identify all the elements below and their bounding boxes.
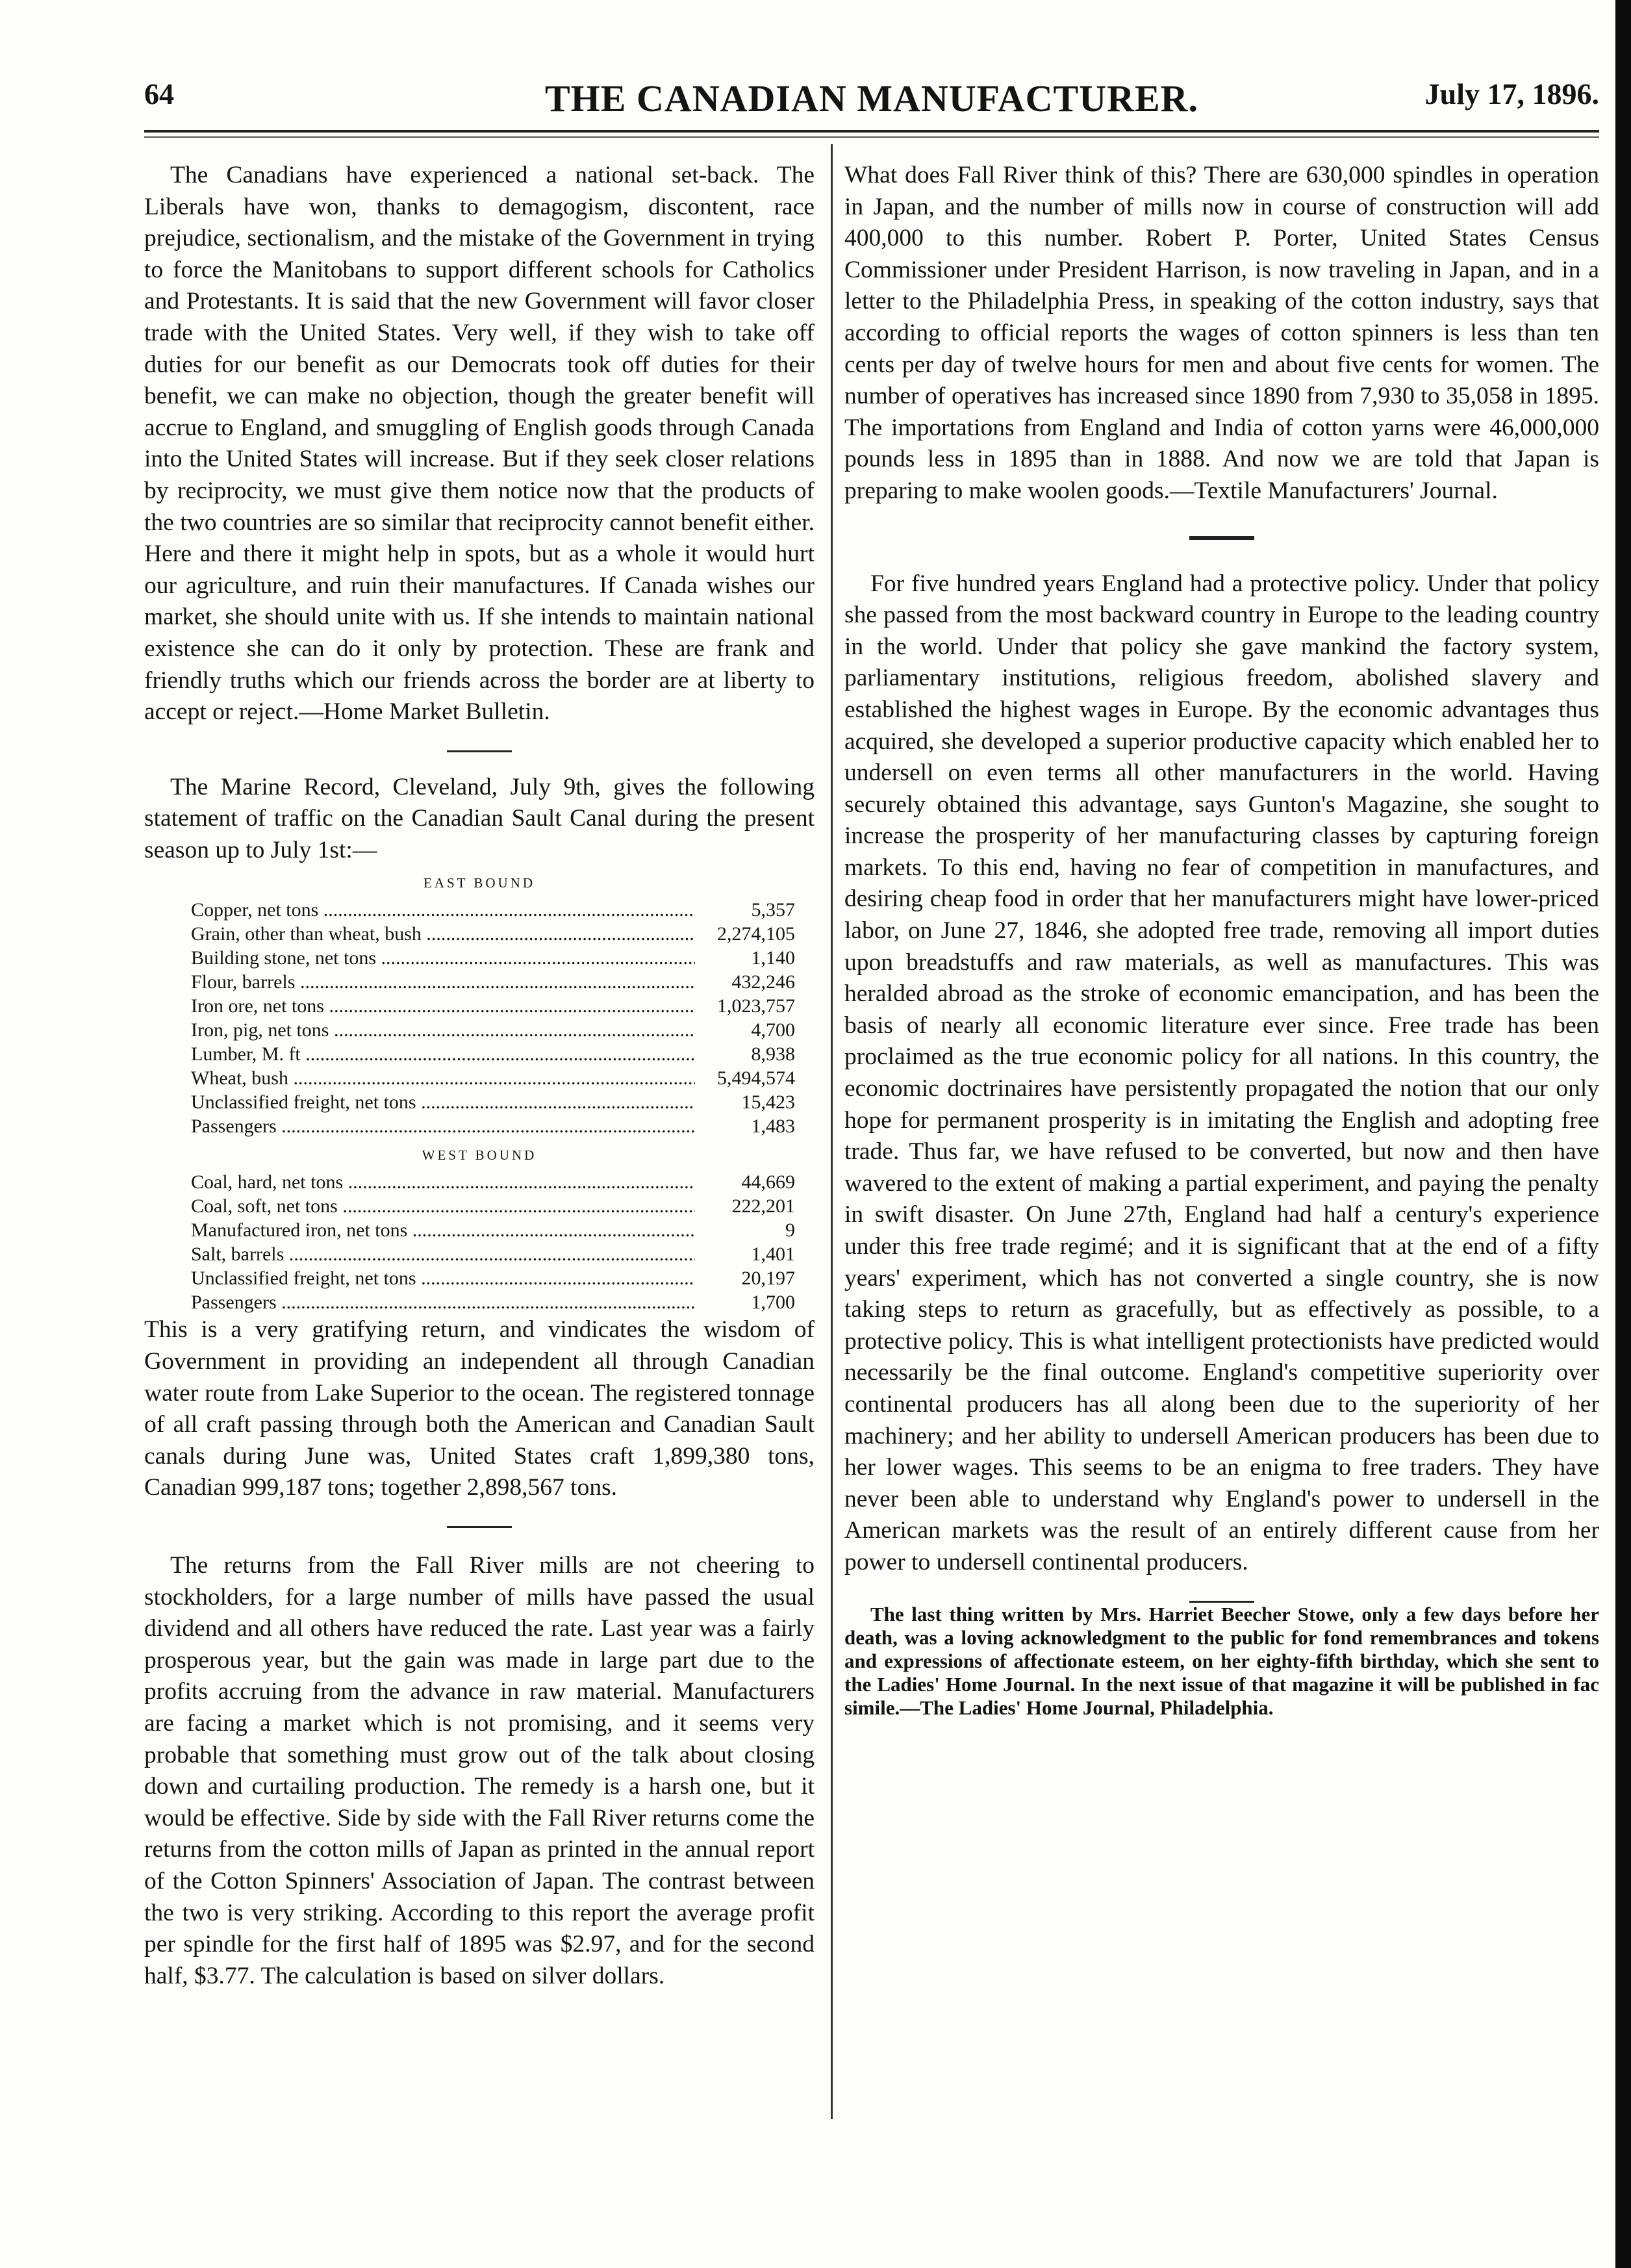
header-rule-thin bbox=[144, 136, 1599, 138]
traffic-item-label: Lumber, M. ft ..... bbox=[191, 1042, 695, 1066]
article-sault-canal-intro: The Marine Record, Cleveland, July 9th, gives the following statement of traffic on the Canadian Sault Canal during the present season up to July 1st:— bbox=[144, 773, 815, 863]
column-divider bbox=[831, 144, 833, 2119]
page-header bbox=[144, 77, 1599, 129]
traffic-item-value: 8,938 bbox=[751, 1043, 795, 1065]
traffic-item-label: Wheat, bush ..... bbox=[191, 1066, 695, 1090]
header-rule bbox=[144, 130, 1599, 133]
traffic-item-label: Coal, hard, net tons ..... bbox=[191, 1170, 695, 1194]
traffic-row bbox=[144, 1090, 815, 1114]
traffic-row bbox=[144, 1170, 815, 1194]
article-japan-spindles: What does Fall River think of this? There are 630,000 spindles in operation in Japan, and the number of mills now in course of construction will add 400,000 to this number. Robert P. Porter, United States Census Commissioner under President Harrison, is now traveling in Japan, and in a letter to the Philadelphia Press, in speaking of the cotton industry, says that according to official reports the wages of cotton spinners is less than ten cents per day of twelve hours for men and about five cents for women. The number of operatives has increased since 1890 from 7,930 to 35,058 in 1895. The importations from England and India of cotton yarns were 46,000,000 pounds less in 1895 than in 1888. And now we are told that Japan is preparing to make woolen goods.—Textile Manufacturers' Journal. bbox=[844, 162, 1599, 504]
traffic-row bbox=[144, 1194, 815, 1218]
traffic-item-label: Building stone, net tons ..... bbox=[191, 946, 695, 970]
traffic-row bbox=[144, 1218, 815, 1242]
traffic-item-value: 222,201 bbox=[731, 1195, 795, 1217]
right-column bbox=[844, 160, 1599, 1720]
traffic-item-label: Coal, soft, net tons ..... bbox=[191, 1194, 695, 1218]
article-sault-canal-comment: This is a very gratifying return, and vindicates the wisdom of Government in providing an independent all through Canadian water route from Lake Superior to the ocean. The registered tonnage of all craft passing through both the American and Canadian Sault canals during June was, United States craft 1,899,380 tons, Canadian 999,187 tons; together 2,898,567 tons. bbox=[144, 1316, 815, 1501]
traffic-row bbox=[144, 1266, 815, 1290]
page-number: 64 bbox=[144, 77, 174, 110]
traffic-item-value: 20,197 bbox=[741, 1268, 795, 1290]
traffic-item-value: 1,023,757 bbox=[717, 995, 795, 1017]
traffic-row bbox=[144, 1018, 815, 1042]
traffic-item-label: Iron, pig, net tons ..... bbox=[191, 1018, 695, 1042]
article-separator bbox=[1189, 536, 1254, 540]
traffic-item-value: 432,246 bbox=[731, 971, 795, 993]
traffic-item-value: 5,357 bbox=[751, 899, 795, 921]
article-separator bbox=[447, 1526, 512, 1528]
traffic-item-label: Passengers ..... bbox=[191, 1290, 695, 1314]
traffic-row bbox=[144, 1042, 815, 1066]
traffic-row bbox=[144, 898, 815, 922]
west-bound-heading: WEST BOUND bbox=[422, 1147, 537, 1164]
traffic-item-label: Unclassified freight, net tons ..... bbox=[191, 1266, 695, 1290]
traffic-row bbox=[144, 922, 815, 946]
traffic-item-label: Salt, barrels ..... bbox=[191, 1242, 695, 1266]
traffic-item-label: Grain, other than wheat, bush ..... bbox=[191, 922, 695, 946]
traffic-row bbox=[144, 1290, 815, 1314]
article-harriet-beecher-stowe: The last thing written by Mrs. Harriet Beecher Stowe, only a few days before her death, was a loving acknowledgment to the public for fond remembrances and tokens and expressions of affectionate esteem, on her eighty-fifth birthday, which she sent to the Ladies' Home Journal. In the next issue of that magazine it will be published in fac simile.—The Ladies' Home Journal, Philadelphia. bbox=[844, 1602, 1599, 1719]
east-bound-list bbox=[144, 898, 815, 1138]
traffic-item-label: Copper, net tons ..... bbox=[191, 898, 695, 922]
traffic-item-value: 4,700 bbox=[751, 1019, 795, 1041]
traffic-row bbox=[144, 1066, 815, 1090]
traffic-item-label: Flour, barrels ..... bbox=[191, 970, 695, 994]
traffic-row bbox=[144, 994, 815, 1018]
page-edge-bar bbox=[1615, 0, 1631, 2268]
traffic-item-value: 2,274,105 bbox=[717, 923, 795, 945]
traffic-row bbox=[144, 1242, 815, 1266]
traffic-item-value: 1,140 bbox=[751, 947, 795, 969]
traffic-item-value: 1,483 bbox=[751, 1115, 795, 1138]
article-canadian-setback: The Canadians have experienced a national set-back. The Liberals have won, thanks to demagogism, discontent, race prejudice, sectionalism, and the mistake of the Government in trying to force the Manitobans to support different schools for Catholics and Protestants. It is said that the new Government will favor closer trade with the United States. Very well, if they wish to take off duties for our benefit as our Democrats took off duties for their benefit, we can make no objection, though the greater benefit will accrue to England, and smuggling of English goods through Canada into the United States will increase. But if they seek closer relations by reciprocity, we must give them notice now that the products of the two countries are so similar that reciprocity cannot benefit either. Here and there it might help in spots, but as a whole it would hurt our agriculture, and ruin their manufactures. If Canada wishes our market, she should unite with us. If she intends to maintain national existence she can do it only by protection. These are frank and friendly truths which our friends across the border are at liberty to accept or reject.—Home Market Bulletin. bbox=[144, 162, 815, 726]
traffic-item-label: Passengers ..... bbox=[191, 1114, 695, 1138]
traffic-item-value: 15,423 bbox=[741, 1091, 795, 1114]
left-column bbox=[144, 160, 815, 1992]
traffic-table bbox=[144, 871, 815, 1314]
traffic-item-label: Iron ore, net tons ..... bbox=[191, 994, 695, 1018]
traffic-row bbox=[144, 946, 815, 970]
article-fall-river: The returns from the Fall River mills are not cheering to stockholders, for a large number of mills have passed the usual dividend and all others have reduced the rate. Last year was a fairly prosperous year, but the gain was made in large part due to the profits accruing from the advance in raw material. Manufacturers are facing a market which is not promising, and it seems very probable that something must grow out of the talk about closing down and curtailing production. The remedy is a harsh one, but it would be effective. Side by side with the Fall River returns come the returns from the cotton mills of Japan as printed in the annual report of the Cotton Spinners' Association of Japan. The contrast between the two is very striking. According to this report the average profit per spindle for the first half of 1895 was $2.97, and for the second half, $3.77. The calculation is based on silver dollars. bbox=[144, 1552, 815, 1989]
traffic-item-value: 1,700 bbox=[751, 1292, 795, 1314]
issue-date: July 17, 1896. bbox=[1424, 77, 1599, 110]
east-bound-heading: EAST BOUND bbox=[423, 875, 536, 891]
article-separator bbox=[447, 750, 512, 752]
traffic-item-value: 44,669 bbox=[741, 1171, 795, 1193]
traffic-item-value: 5,494,574 bbox=[717, 1067, 795, 1089]
traffic-row bbox=[144, 970, 815, 994]
west-bound-list bbox=[144, 1170, 815, 1314]
article-england-protective-policy: For five hundred years England had a protective policy. Under that policy she passed from the most backward country in Europe to the leading country in the world. Under that policy she gave mankind the factory system, parliamentary institutions, religious freedom, abolished slavery and established the highest wages in Europe. By the economic advantages thus acquired, she developed a superior productive capacity which enabled her to undersell on even terms all other manufacturers in the world. Having securely obtained this advantage, says Gunton's Magazine, she sought to increase the prosperity of her manufacturing classes by capturing foreign markets. To this end, having no fear of competition in manufactures, and desiring cheap food in order that her manufacturers might have lower-priced labor, on June 27, 1846, she adopted free trade, removing all import duties upon breadstuffs and raw materials, as well as manufactures. This was heralded abroad as the stroke of economic emancipation, and has been the basis of nearly all economic literature ever since. Free trade has been proclaimed as the true economic policy for all nations. In this country, the economic doctrinaires have persistently propagated the notion that our only hope for permanent prosperity is in imitating the English and adopting free trade. Thus far, we have refused to be converted, but now and then have wavered to the extent of making a partial experiment, and paying the penalty in swift disaster. On June 27th, England had half a century's experience under this free trade regimé; and it is significant that at the end of a fifty years' experiment, which has not converted a single country, she is now taking steps to return as gracefully, but as effectively as possible, to a protective policy. This is what intelligent protectionists have predicted would necessarily be the final outcome. England's competitive superiority over continental producers has all along been due to the superiority of her machinery; and her ability to undersell American producers has been due to her lower wages. This seems to be an enigma to free traders. They have never been able to understand why England's power to undersell in the American markets was the result of an entirely different cause from her power to undersell continental producers. bbox=[844, 570, 1599, 1575]
traffic-item-label: Unclassified freight, net tons ..... bbox=[191, 1090, 695, 1114]
publication-title: THE CANADIAN MANUFACTURER. bbox=[544, 77, 1199, 120]
traffic-item-label: Manufactured iron, net tons ..... bbox=[191, 1218, 695, 1242]
traffic-item-value: 1,401 bbox=[751, 1243, 795, 1266]
traffic-row bbox=[144, 1114, 815, 1138]
traffic-item-value: 9 bbox=[785, 1219, 795, 1242]
